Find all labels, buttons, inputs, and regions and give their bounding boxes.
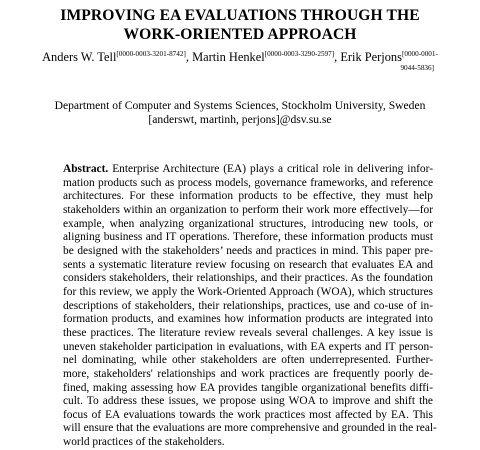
author-orcid: [0000-0003-3290-2597] (264, 50, 335, 58)
abstract-line: stakeholders within an organization to perform their work more effectively—for (63, 203, 433, 216)
author-separator: , (185, 50, 193, 64)
abstract-line: uneven stakeholder participation in evaluations, with EA experts and IT person- (63, 340, 433, 353)
abstract-line: for this review, we apply the Work-Oriented Approach (WOA), which structures (63, 285, 433, 298)
abstract-line: these practices. The literature review reveals several challenges. A key issue is (63, 326, 433, 339)
abstract-line: be designed with the stakeholders’ needs and practices in mind. This paper pre- (63, 244, 433, 257)
author-separator: , (334, 50, 341, 64)
abstract-line: mation products such as process models, governance frameworks, and reference (63, 176, 433, 189)
author-orcid: [0000-0003-3201-8742] (116, 50, 186, 58)
affiliation-line: Department of Computer and Systems Sciences, Stockholm University, Sweden (54, 99, 426, 112)
author-name: Martin Henkel (192, 50, 265, 64)
abstract-line: fined, making assessing how EA provides tangible organizational benefits diffi- (63, 381, 433, 394)
abstract-line: will ensure that the evaluations are more comprehensive and grounded in the real- (63, 422, 437, 435)
title-line: WORK-ORIENTED APPROACH (123, 26, 357, 43)
abstract-label: Abstract. (63, 163, 109, 175)
abstract-line: architectures. For these information products to be effective, they must help (63, 190, 433, 203)
abstract-line (63, 163, 433, 177)
abstract (63, 163, 437, 450)
author-list (14, 50, 466, 72)
abstract-line: aligning business and IT operations. Therefore, these information products must (63, 231, 433, 244)
author-name: Erik Perjons (340, 50, 402, 64)
abstract-line: cult. To address these issues, we propose using WOA to improve and shift the (63, 395, 433, 408)
abstract-line: descriptions of stakeholders, their relationships, practices, use and co-use of in- (63, 299, 433, 312)
abstract-line: focus of EA evaluations towards the work practices most affected by EA. This (63, 408, 433, 421)
abstract-line: considers stakeholders, their relationships, and their practices. As the foundation (63, 272, 433, 285)
abstract-line: example, when analyzing organizational structures, introducing new tools, or (63, 217, 433, 230)
affiliation (20, 99, 460, 126)
author-orcid: [0000-0001- (401, 50, 438, 58)
paper-title (20, 6, 460, 44)
title-line: IMPROVING EA EVALUATIONS THROUGH THE (60, 7, 420, 24)
author-name: Anders W. Tell (42, 50, 117, 64)
abstract-line: sents a systematic literature review focusing on research that evaluates EA and (63, 258, 433, 271)
email-line: [anderswt, martinh, perjons]@dsv.su.se (148, 112, 332, 126)
abstract-line: world practices of the stakeholders. (63, 436, 225, 449)
abstract-first-text: Enterprise Architecture (EA) plays a critical role in delivering infor- (108, 163, 433, 175)
abstract-line: nel dominating, while other stakeholders are often underrepresented. Further- (63, 354, 433, 367)
abstract-line: formation products, and examines how information products are integrated into (63, 313, 433, 326)
author-orcid-continued: 9044-5836] (400, 64, 434, 72)
abstract-line: more, stakeholders' relationships and work practices are frequently poorly de- (63, 367, 433, 380)
